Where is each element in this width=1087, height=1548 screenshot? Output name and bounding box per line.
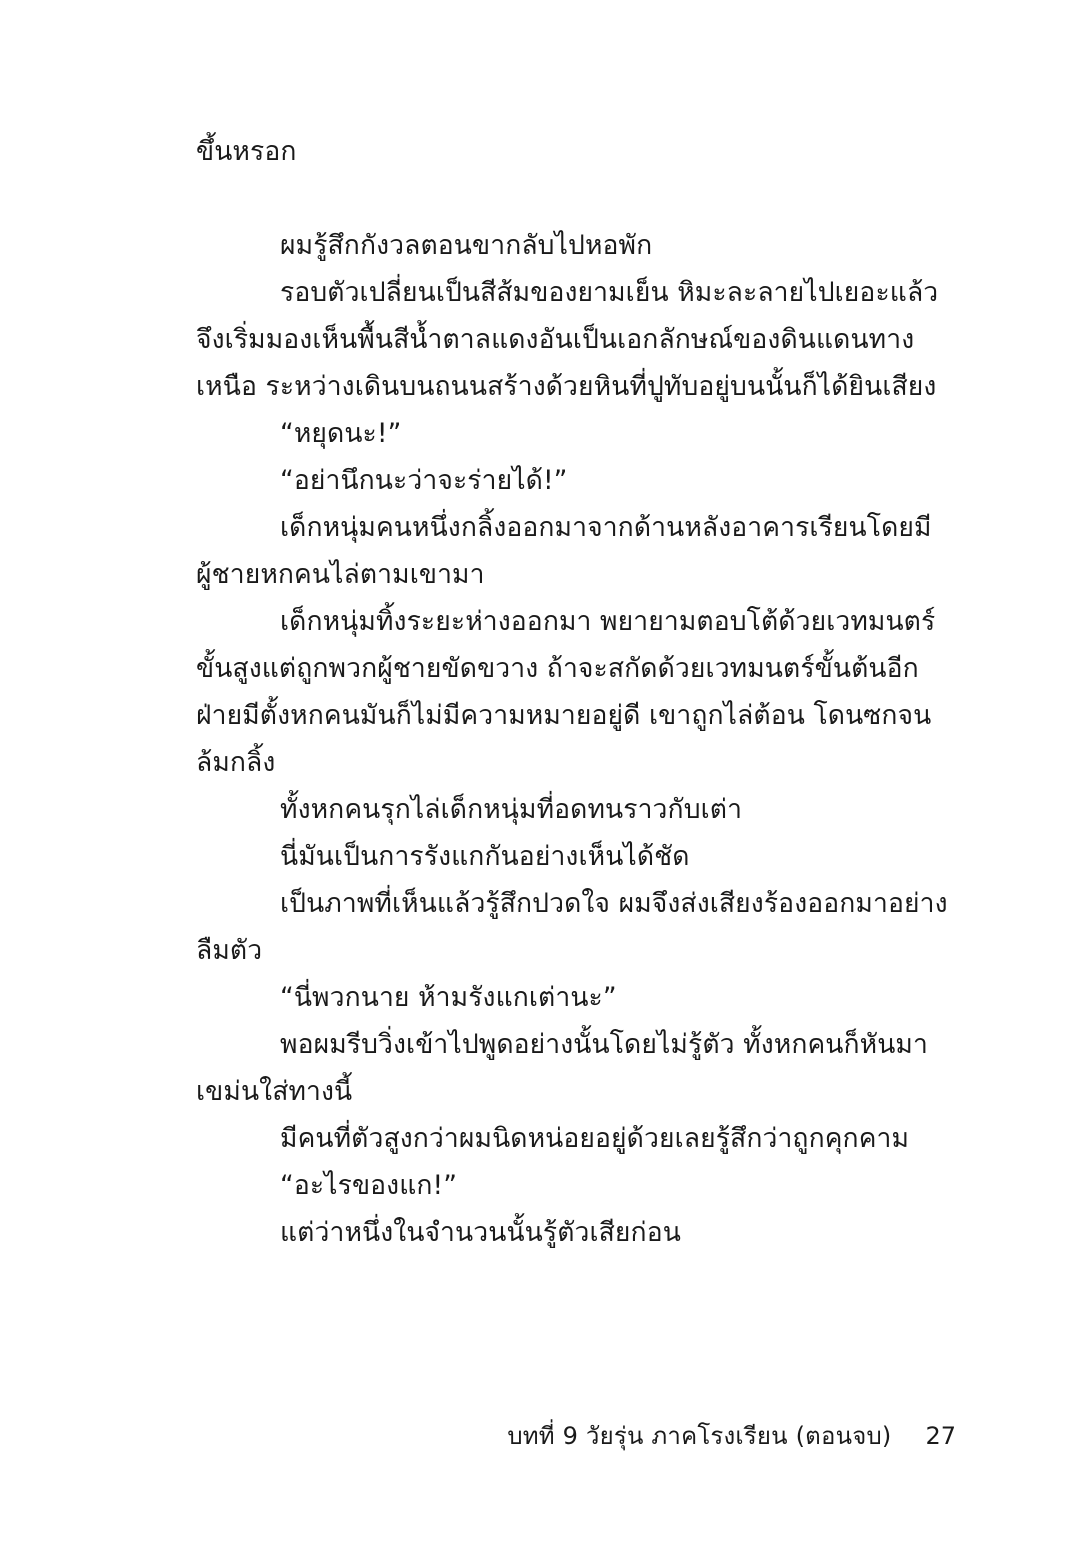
paragraph: รอบตัวเปลี่ยนเป็นสีส้มของยามเย็น หิมะละลายไปเยอะแล้วจึงเริ่มมองเห็นพื้นสีน้ำตาลแดงอันเป็นเอกลักษณ์ของดินแดนทางเหนือ ระหว่างเดินบนถนนสร้างด้วยหินที่ปูทับอยู่บนนั้นก็ได้ยินเสียง bbox=[196, 277, 939, 402]
paragraph: แต่ว่าหนึ่งในจำนวนนั้นรู้ตัวเสียก่อน bbox=[280, 1217, 681, 1248]
paragraph: “หยุดนะ!” bbox=[280, 418, 402, 449]
paragraph: นี่มันเป็นการรังแกกันอย่างเห็นได้ชัด bbox=[280, 841, 690, 872]
paragraph-spacer bbox=[196, 175, 956, 222]
footer-page-number: 27 bbox=[925, 1422, 956, 1450]
paragraph: “อย่านึกนะว่าจะร่ายได้!” bbox=[280, 465, 568, 496]
paragraph: ผมรู้สึกกังวลตอนขากลับไปหอพัก bbox=[280, 230, 653, 261]
footer-chapter-title: บทที่ 9 วัยรุ่น ภาคโรงเรียน (ตอนจบ) bbox=[507, 1422, 892, 1450]
paragraph: พอผมรีบวิ่งเข้าไปพูดอย่างนั้นโดยไม่รู้ตัว ทั้งหกคนก็หันมาเขม่นใส่ทางนี้ bbox=[196, 1029, 928, 1107]
paragraph: “อะไรของแก!” bbox=[280, 1170, 458, 1201]
paragraph: มีคนที่ตัวสูงกว่าผมนิดหน่อยอยู่ด้วยเลยรู้สึกว่าถูกคุกคาม bbox=[280, 1123, 910, 1154]
paragraph: ทั้งหกคนรุกไล่เด็กหนุ่มที่อดทนราวกับเต่า bbox=[280, 794, 743, 825]
paragraph: เด็กหนุ่มทิ้งระยะห่างออกมา พยายามตอบโต้ด้วยเวทมนตร์ขั้นสูงแต่ถูกพวกผู้ชายขัดขวาง ถ้าจะสกัดด้วยเวทมนตร์ขั้นต้นอีกฝ่ายมีตั้งหกคนมันก็ไม่มีความหมายอยู่ดี เขาถูกไล่ต้อน โดนซกจนล้มกลิ้ง bbox=[196, 606, 936, 778]
paragraph: เป็นภาพที่เห็นแล้วรู้สึกปวดใจ ผมจึงส่งเสียงร้องออกมาอย่างลืมตัว bbox=[196, 888, 948, 966]
page-footer bbox=[196, 1416, 956, 1455]
paragraph: “นี่พวกนาย ห้ามรังแกเต่านะ” bbox=[280, 982, 617, 1013]
body-text bbox=[196, 128, 956, 1256]
paragraph: เด็กหนุ่มคนหนึ่งกลิ้งออกมาจากด้านหลังอาคารเรียนโดยมีผู้ชายหกคนไล่ตามเขามา bbox=[196, 512, 932, 590]
paragraph: ขึ้นหรอก bbox=[196, 136, 297, 167]
